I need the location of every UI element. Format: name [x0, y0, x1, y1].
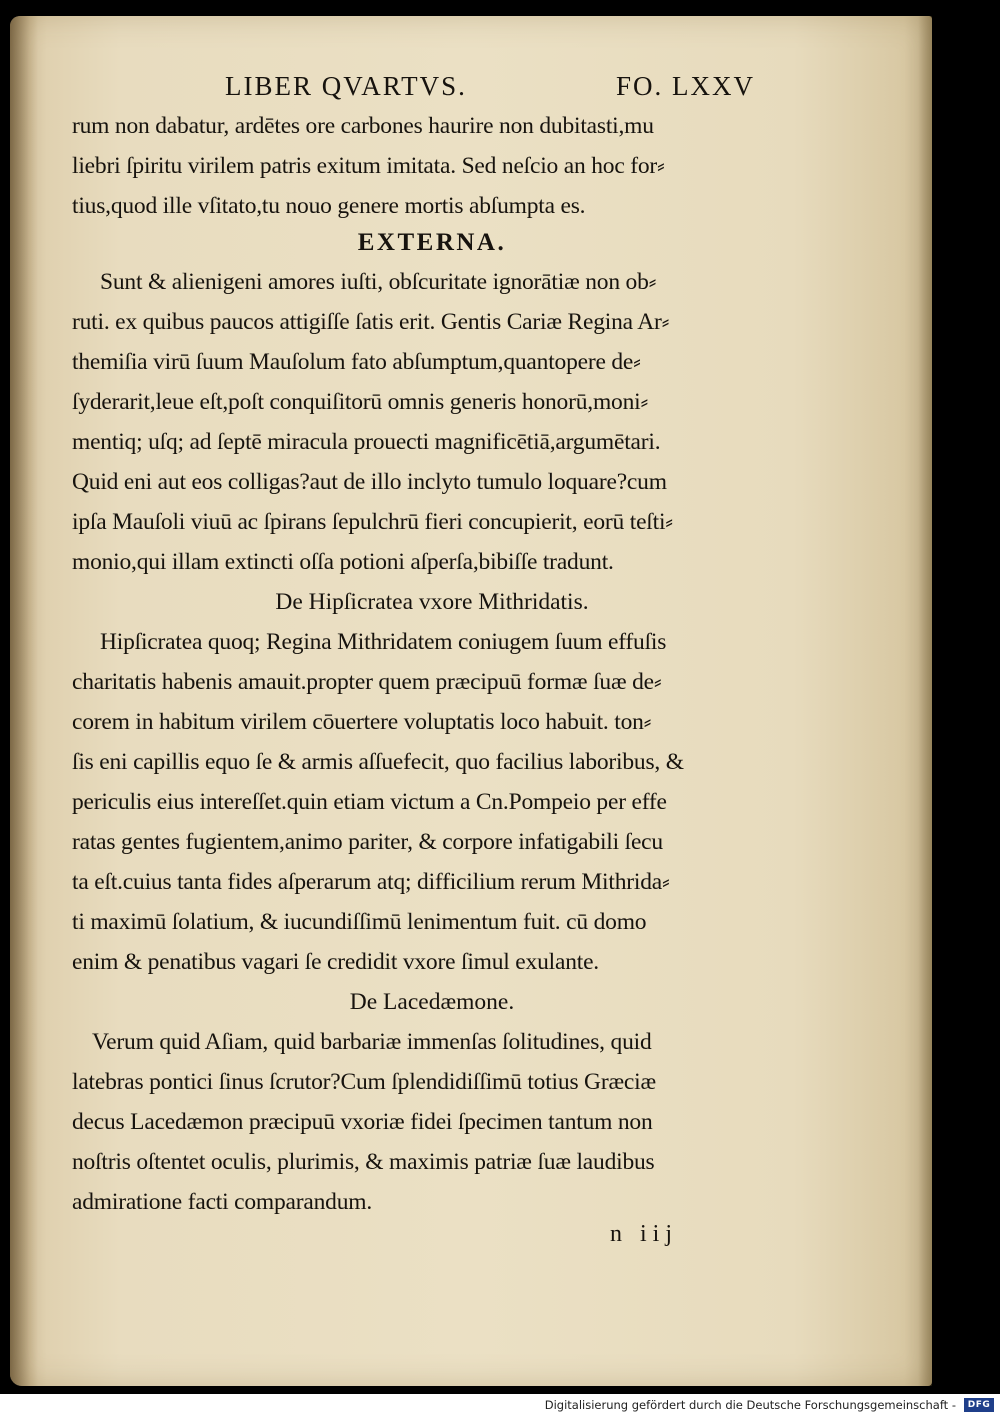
running-head	[225, 66, 755, 106]
text-line: periculis eius intereſſet.quin etiam victum a Cn.Pompeio per effe	[72, 789, 667, 815]
running-head-left: LIBER QVARTVS.	[225, 71, 467, 101]
text-line: ratas gentes fugientem,animo pariter, & corpore infatigabili ſecu	[72, 829, 663, 855]
text-line: enim & penatibus vagari ſe credidit vxore ſimul exulante.	[72, 949, 599, 975]
text-line: charitatis habenis amauit.propter quem præcipuū formæ ſuæ de⸗	[72, 669, 662, 695]
section-heading-externa: EXTERNA.	[357, 229, 507, 256]
text-line: Hipſicratea quoq; Regina Mithridatem coniugem ſuum effuſis	[100, 629, 667, 655]
text-line: Verum quid Aſiam, quid barbariæ immenſas ſolitudines, quid	[92, 1029, 652, 1055]
text-line: latebras pontici ſinus ſcrutor?Cum ſplendidiſſimū totius Græciæ	[72, 1069, 656, 1095]
text-line: corem in habitum virilem cōuertere voluptatis loco habuit. ton⸗	[72, 709, 652, 735]
text-line: Quid eni aut eos colligas?aut de illo inclyto tumulo loquare?cum	[72, 469, 667, 495]
text-line: themiſia virū ſuum Mauſolum fato abſumptum,quantopere de⸗	[72, 349, 641, 375]
text-line: ſis eni capillis equo ſe & armis aſſuefecit, quo facilius laboribus, &	[72, 749, 684, 775]
text-line: ta eſt.cuius tanta fides aſperarum atq; difficilium rerum Mithrida⸗	[72, 869, 670, 895]
text-line: liebri ſpiritu virilem patris exitum imitata. Sed neſcio an hoc for⸗	[72, 153, 665, 179]
running-head-right: FO. LXXV	[615, 71, 755, 101]
section-heading-lacedaemone: De Lacedæmone.	[349, 989, 515, 1015]
text-line: monio,qui illam extincti oſſa potioni aſperſa,bibiſſe tradunt.	[72, 549, 614, 575]
signature-mark: n iij	[610, 1221, 679, 1247]
text-line: Sunt & alienigeni amores iuſti, obſcuritate ignorātiæ non ob⸗	[100, 269, 657, 295]
page-text	[10, 16, 932, 1386]
text-line: ſyderarit,leue eſt,poſt conquiſitorū omnis generis honorū,moni⸗	[72, 389, 649, 415]
text-line: ipſa Mauſoli viuū ac ſpirans ſepulchrū fieri concupierit, eorū teſti⸗	[72, 509, 673, 535]
text-line: admiratione facti comparandum.	[72, 1189, 373, 1215]
text-line: rum non dabatur, ardētes ore carbones haurire non dubitasti,mu	[72, 113, 654, 139]
paper-page	[10, 16, 932, 1386]
text-line: decus Lacedæmon præcipuū vxoriæ fidei ſpecimen tantum non	[72, 1109, 653, 1135]
dfg-logo: DFG	[964, 1398, 994, 1412]
text-line: noſtris oſtentet oculis, plurimis, & maximis patriæ ſuæ laudibus	[72, 1149, 655, 1175]
text-line: mentiq; uſq; ad ſeptē miracula prouecti magnificētiā,argumētari.	[72, 429, 661, 455]
text-line: ruti. ex quibus paucos attigiſſe ſatis erit. Gentis Cariæ Regina Ar⸗	[72, 309, 670, 335]
footer-credit: Digitalisierung gefördert durch die Deutsche Forschungsgemeinschaft -	[544, 1398, 956, 1412]
section-heading-hipsicratea: De Hipſicratea vxore Mithridatis.	[275, 589, 589, 615]
text-line: tius,quod ille vſitato,tu nouo genere mortis abſumpta es.	[72, 193, 586, 219]
text-line: ti maximū ſolatium, & iucundiſſimū lenimentum fuit. cū domo	[72, 909, 647, 935]
